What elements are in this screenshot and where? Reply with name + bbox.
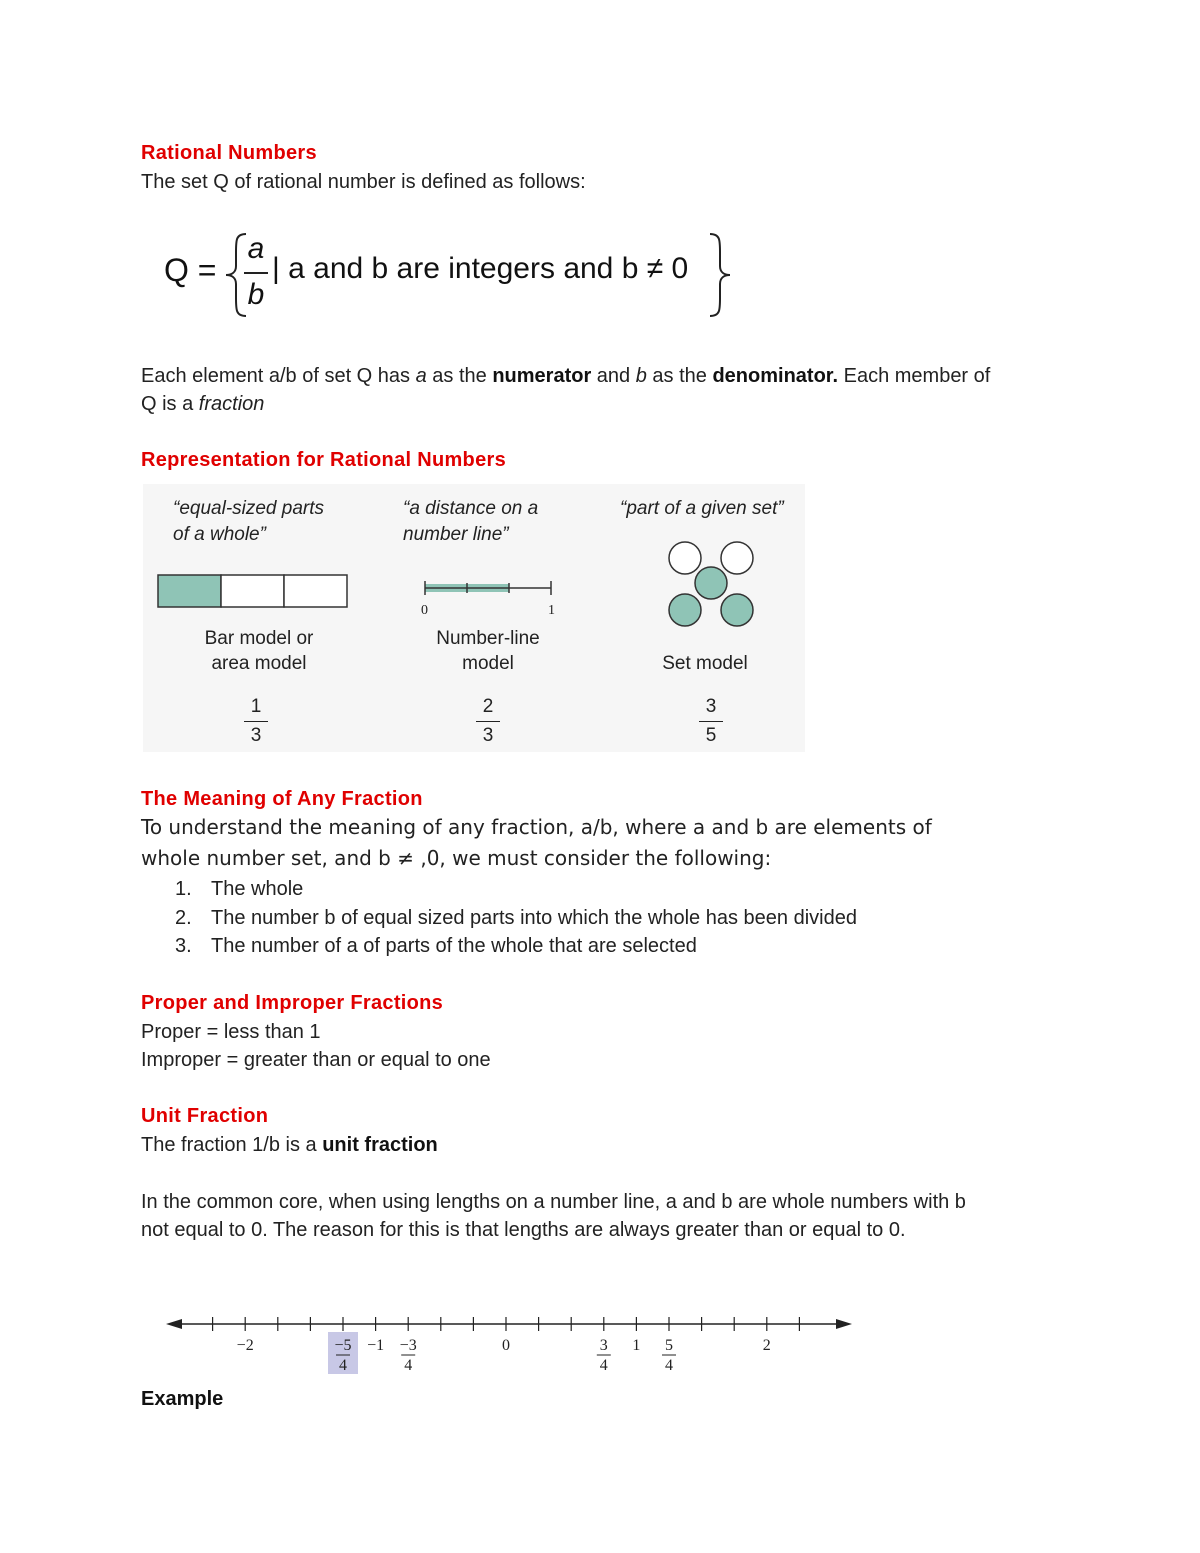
heading-proper-improper: Proper and Improper Fractions [141,992,444,1014]
formula-fraction-bar [244,272,268,274]
formula-condition: | a and b are integers and b ≠ 0 [272,252,689,285]
number-line-label: −1 [367,1337,385,1354]
heading-rational-numbers: Rational Numbers [141,142,317,164]
unit-fraction-definition: The fraction 1/b is a unit fraction [141,1134,438,1156]
intro-text: The set Q of rational number is defined as follows: [141,171,586,193]
bar-model-caption-line1: Bar model or [204,628,314,649]
numberline-model-quote-line2: number line” [403,524,509,545]
set-model-caption: Set model [662,653,748,674]
number-line-figure [160,1305,860,1385]
heading-meaning-of-fraction: The Meaning of Any Fraction [141,788,423,810]
numberline-tick-label-0: 0 [421,603,428,618]
list-item: 1. The whole [175,878,304,900]
number-line-fraction-numerator: 5 [665,1337,673,1354]
numerator-denominator-paragraph: Each element a/b of set Q has a as the numerator and b as the denominator. Each member of Q is a fraction [141,365,991,415]
representation-figure [143,484,805,752]
number-line-label: 2 [762,1337,771,1354]
set-model-circle-shaded [695,567,727,599]
meaning-line2: whole number set, and b ≠ ,0, we must consider the following: [141,846,772,870]
set-model-fraction: 3 5 [691,696,731,747]
set-model-circle-shaded [721,594,753,626]
set-model-circle-empty [669,542,701,574]
numberline-model-quote-line1: “a distance on a [403,498,539,519]
number-line-fraction-denominator: 4 [599,1357,608,1374]
bar-model-quote-line1: “equal-sized parts [173,498,325,519]
number-line-fraction-numerator: −5 [334,1337,352,1354]
bar-model-fraction: 1 3 [236,696,276,747]
number-line-fraction-denominator: 4 [665,1357,673,1374]
numberline-model-caption-line1: Number-line [436,628,540,649]
bar-model-caption-line2: area model [211,653,307,674]
heading-example: Example [141,1388,224,1410]
number-line-label: 1 [632,1337,641,1354]
proper-definition: Proper = less than 1 [141,1021,321,1043]
improper-definition: Improper = greater than or equal to one [141,1049,491,1071]
number-line-fraction-numerator: −3 [399,1337,417,1354]
bar-model-graphic [157,574,365,610]
list-item: 2. The number b of equal sized parts into which the whole has been divided [175,906,857,929]
list-item: 3. The number of a of parts of the whole that are selected [175,935,697,957]
numberline-model-graphic [419,580,559,620]
heading-unit-fraction: Unit Fraction [141,1105,269,1127]
number-line-fraction-denominator: 4 [339,1357,347,1374]
numberline-model-caption-line2: model [462,653,514,674]
number-line-fraction-denominator: 4 [404,1357,413,1374]
formula-lhs: Q = [164,252,217,288]
set-definition-formula [160,230,740,320]
numberline-model-fraction: 2 3 [468,696,508,747]
bar-model-quote-line2: of a whole” [173,524,266,545]
number-line-label: 0 [502,1337,510,1354]
set-model-quote: “part of a given set” [620,498,784,519]
right-brace-icon [704,232,734,318]
numberline-tick-label-1: 1 [548,603,555,618]
meaning-line1: To understand the meaning of any fraction, a/b, where a and b are elements of [141,815,932,839]
heading-representation: Representation for Rational Numbers [141,449,507,471]
set-model-circle-empty [721,542,753,574]
left-arrow-icon [166,1319,182,1329]
set-model-circle-shaded [669,594,701,626]
formula-denominator: b [247,278,265,311]
meaning-paragraph [141,812,1141,874]
formula-numerator: a [247,232,265,265]
set-model-graphic [663,538,779,632]
number-line-label: −2 [236,1337,254,1354]
number-line-fraction-numerator: 3 [599,1337,608,1354]
right-arrow-icon [836,1319,852,1329]
meaning-list [175,875,1111,961]
common-core-paragraph: In the common core, when using lengths on a number line, a and b are whole numbers with b not equal to 0. The reason for this is that lengths are always greater than or equal to 0. [141,1191,966,1241]
